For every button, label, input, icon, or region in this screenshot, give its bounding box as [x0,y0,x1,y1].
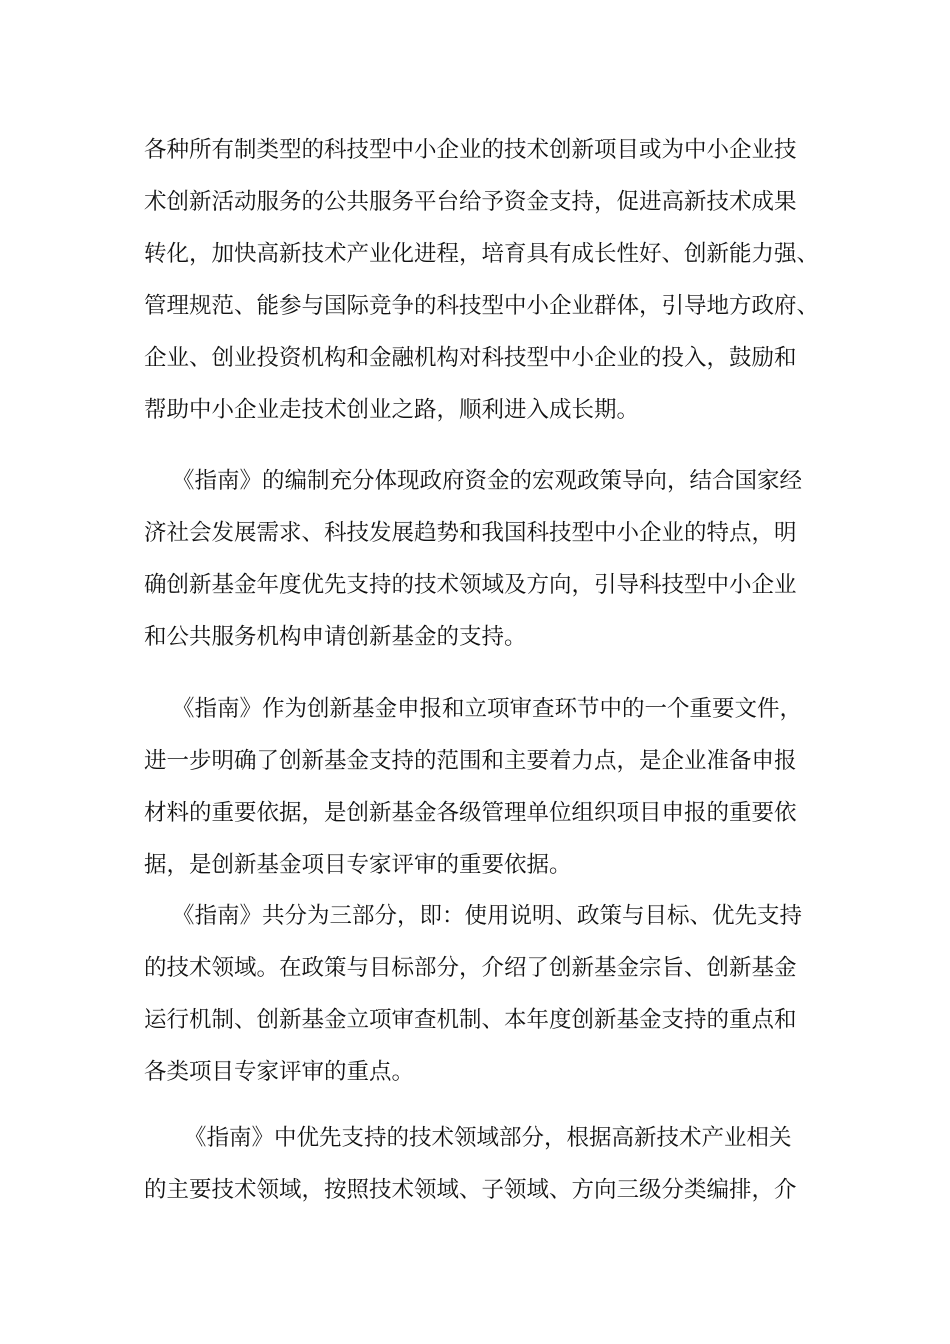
paragraph-line: 帮助中小企业走技术创业之路，顺利进入成长期。 [144,397,640,423]
paragraph-line: 材料的重要依据，是创新基金各级管理单位组织项目申报的重要依 [144,800,797,826]
paragraph-line: 的主要技术领域，按照技术领域、子领域、方向三级分类编排，介 [144,1177,797,1203]
paragraph-line: 《指南》的编制充分体现政府资金的宏观政策导向，结合国家经 [172,468,803,494]
paragraph-line: 济社会发展需求、科技发展趋势和我国科技型中小企业的特点，明 [144,520,797,546]
paragraph-line: 《指南》共分为三部分，即：使用说明、政策与目标、优先支持 [172,903,803,929]
paragraph-line: 《指南》作为创新基金申报和立项审查环节中的一个重要文件， [172,696,803,722]
paragraph-line: 确创新基金年度优先支持的技术领域及方向，引导科技型中小企业 [144,572,797,598]
paragraph-line: 的技术领域。在政策与目标部分，介绍了创新基金宗旨、创新基金 [144,955,797,981]
paragraph-line: 《指南》中优先支持的技术领域部分，根据高新技术产业相关 [184,1125,792,1151]
paragraph-line: 转化，加快高新技术产业化进程，培育具有成长性好、创新能力强、 [144,241,820,267]
paragraph-line: 术创新活动服务的公共服务平台给予资金支持，促进高新技术成果 [144,189,797,215]
paragraph-line: 和公共服务机构申请创新基金的支持。 [144,624,527,650]
paragraph-line: 管理规范、能参与国际竞争的科技型中小企业群体，引导地方政府、 [144,293,820,319]
paragraph-line: 各种所有制类型的科技型中小企业的技术创新项目或为中小企业技 [144,137,797,163]
paragraph-line: 进一步明确了创新基金支持的范围和主要着力点，是企业准备申报 [144,748,797,774]
paragraph-line: 企业、创业投资机构和金融机构对科技型中小企业的投入，鼓励和 [144,345,797,371]
paragraph-line: 据，是创新基金项目专家评审的重要依据。 [144,852,572,878]
paragraph-line: 运行机制、创新基金立项审查机制、本年度创新基金支持的重点和 [144,1007,797,1033]
paragraph-line: 各类项目专家评审的重点。 [144,1059,415,1085]
